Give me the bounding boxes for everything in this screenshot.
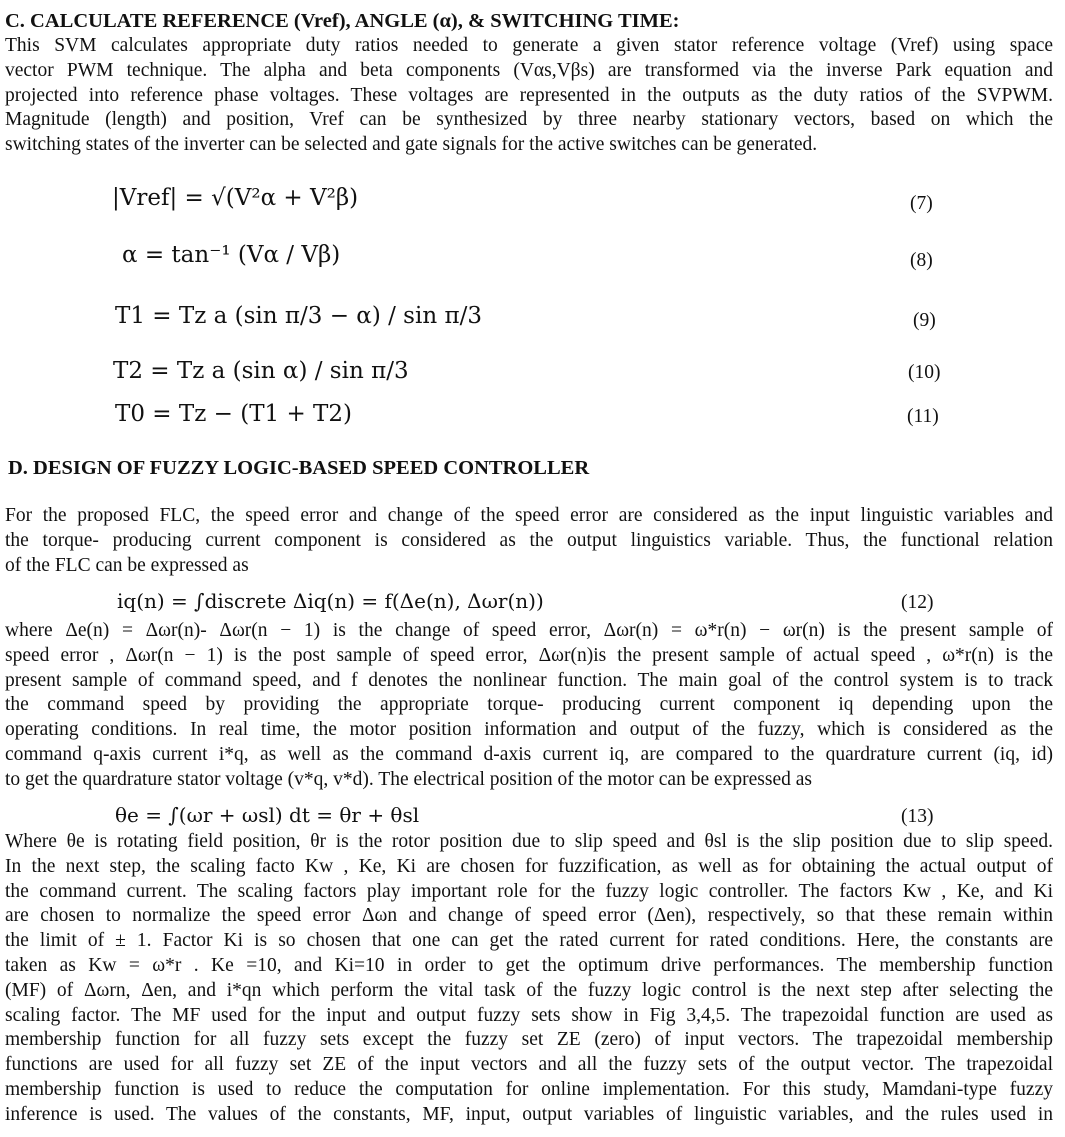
equation-9: T1 = Tz a (sin π/3 − α) / sin π/3 <box>115 303 482 329</box>
equation-12: iq(n) = ∫discrete Δiq(n) = f(Δe(n), Δωr(n)) <box>117 589 544 613</box>
text-line: taken as Kw = ω*r . Ke =10, and Ki=10 in order to get the optimum drive performances. The membership function <box>5 954 1053 976</box>
text-line: In the next step, the scaling facto Kw , Ke, Ki are chosen for fuzzification, as well as for obtaining the actual output of <box>5 855 1053 877</box>
text-line: projected into reference phase voltages. These voltages are represented in the outputs as the duty ratios of the SVPWM. <box>5 84 1053 106</box>
equation-number: (7) <box>910 193 933 214</box>
section-c-heading: C. CALCULATE REFERENCE (Vref), ANGLE (α), & SWITCHING TIME: <box>5 10 680 32</box>
text-line: are chosen to normalize the speed error Δωn and change of speed error (Δen), respectively, so that these remain within <box>5 905 1053 927</box>
section-d-body <box>5 619 1053 793</box>
equation-number: (10) <box>908 362 941 383</box>
equation-13: θe = ∫(ωr + ωsl) dt = θr + θsl <box>115 803 420 827</box>
equation-number: (13) <box>901 806 934 827</box>
equation-7: |Vref| = √(V²α + V²β) <box>112 185 359 211</box>
equation-11: T0 = Tz − (T1 + T2) <box>115 401 353 427</box>
equation-number: (9) <box>913 310 936 331</box>
equation-number: (12) <box>901 592 934 613</box>
text-line: present sample of command speed, and f denotes the nonlinear function. The main goal of the control system is to track <box>5 669 1053 691</box>
text-line: Magnitude (length) and position, Vref can be synthesized by three nearby stationary vectors, based on which the <box>5 109 1053 131</box>
text-line: to get the quardrature stator voltage (v*q, v*d). The electrical position of the motor can be expressed as <box>5 768 812 790</box>
text-line: For the proposed FLC, the speed error and change of the speed error are considered as the input linguistic variables and <box>5 505 1053 526</box>
text-line: scaling factor. The MF used for the input and output fuzzy sets show in Fig 3,4,5. The trapezoidal function are used as <box>5 1004 1053 1026</box>
section-d-heading: D. DESIGN OF FUZZY LOGIC-BASED SPEED CONTROLLER <box>8 457 590 479</box>
equation-number: (11) <box>907 406 939 427</box>
equation-8: α = tan⁻¹ (Vα / Vβ) <box>122 242 341 268</box>
text-line: the command speed by providing the appropriate torque- producing current component iq depending upon the <box>5 694 1053 716</box>
text-line: switching states of the inverter can be selected and gate signals for the active switches can be generated. <box>5 134 818 156</box>
text-line: the limit of ± 1. Factor Ki is so chosen that one can get the rated current for rated conditions. Here, the constants are <box>5 930 1053 952</box>
text-line: operating conditions. In real time, the motor position information and output of the fuzzy, which is considered as the <box>5 719 1053 741</box>
text-line: the command current. The scaling factors play important role for the fuzzy logic controller. The factors Kw , Ke, and Ki <box>5 880 1053 902</box>
text-line: of the FLC can be expressed as <box>5 554 249 576</box>
section-c-paragraph <box>5 34 1053 158</box>
equation-number: (8) <box>910 250 933 271</box>
equation-10: T2 = Tz a (sin α) / sin π/3 <box>113 358 409 384</box>
section-d-intro <box>5 504 1053 578</box>
text-line: membership function for all fuzzy sets except the fuzzy set ZE (zero) of input vectors. The trapezoidal membership <box>5 1029 1053 1051</box>
text-line: inference is used. The values of the constants, MF, input, output variables of linguistic variables, and the rules used in <box>5 1103 1053 1125</box>
text-line: command q-axis current i*q, as well as the command d-axis current iq, are compared to the quardrature current (iq, id) <box>5 743 1053 765</box>
text-line: functions are used for all fuzzy set ZE of the input vectors and all the fuzzy sets of the output vector. The trapezoidal <box>5 1054 1053 1076</box>
text-line: vector PWM technique. The alpha and beta components (Vαs,Vβs) are transformed via the inverse Park equation and <box>5 59 1053 81</box>
text-line: the torque- producing current component is considered as the output linguistics variable. Thus, the functional relation <box>5 529 1053 551</box>
text-line: speed error , Δωr(n − 1) is the post sample of speed error, Δωr(n)is the present sample of actual speed , ω*r(n) is the <box>5 644 1053 666</box>
text-line: (MF) of Δωrn, Δen, and i*qn which perform the vital task of the fuzzy logic control is the next step after selecting the <box>5 979 1053 1001</box>
text-line: membership function is used to reduce the computation for online implementation. For this study, Mamdani-type fuzzy <box>5 1078 1053 1100</box>
text-line: Where θe is rotating field position, θr is the rotor position due to slip speed and θsl is the slip position due to slip speed. <box>5 831 1053 852</box>
section-d-continuation <box>5 830 1053 1128</box>
text-line: This SVM calculates appropriate duty ratios needed to generate a given stator reference voltage (Vref) using space <box>5 35 1053 56</box>
text-line: where Δe(n) = Δωr(n)- Δωr(n − 1) is the change of speed error, Δωr(n) = ω*r(n) − ωr(n) is the present sample of <box>5 620 1053 641</box>
